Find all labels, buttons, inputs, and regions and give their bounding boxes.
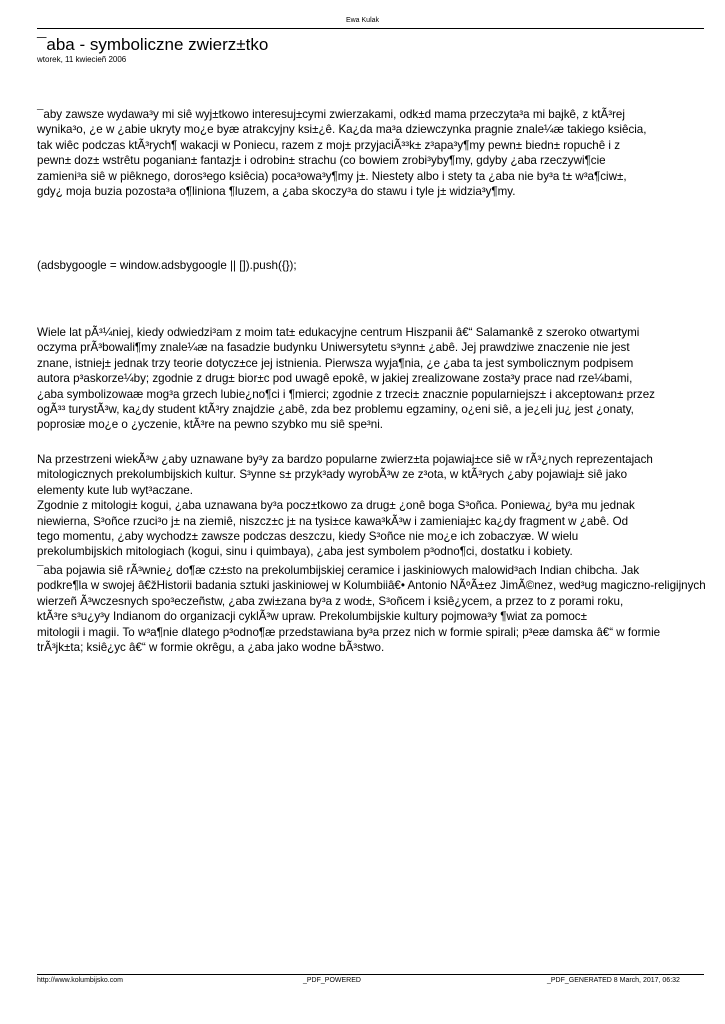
paragraph-1 (37, 107, 725, 199)
text-line: gdy¿ moja buzia pozosta³a o¶liniona ¶luzem, a ¿aba skoczy³a do stawu i tyle j± widzia³y¶my. (37, 185, 516, 199)
text-line: pewn± doz± wstrêtu poganian± fantazj± i odrobin± strachu (co bowiem zrobi³yby¶my, gdyby ¿aba rzeczywi¶cie (37, 154, 606, 168)
text-line: oczyma prÃ³bowali¶my znale¼æ na fasadzie budynku Uniwersytetu s³ynn± ¿abê. Jej prawdziwe znaczenie nie jest (37, 341, 630, 355)
text-line: mitologicznych prekolumbijskich kultur. S³ynne s± przyk³ady wyrobÃ³w ze z³ota, w ktÃ³rych ¿aby pojawiaj± siê jako (37, 468, 628, 482)
text-line: ¯aba pojawia siê rÃ³wnie¿ do¶æ cz±sto na prekolumbijskiej ceramice i jaskiniowych malowid³ach Indian chibcha. Jak (37, 564, 640, 577)
text-line: autora p³askorze¼by; zgodnie z drug± bior±c pod uwagê epokê, w jakiej zrealizowane zosta³y prace nad rze¼bami, (37, 372, 633, 386)
header-author: Ewa Kulak (345, 17, 380, 24)
text-line: ogÃ³³ turystÃ³w, ka¿dy student ktÃ³ry znajdzie ¿abê, zda bez problemu egzaminy, o¿eni siê, a je¿eli ju¿ jest ¿onaty, (37, 403, 634, 417)
paragraph-3 (37, 452, 725, 560)
article-title: ¯aba - symboliczne zwierz±tko (37, 35, 269, 54)
paragraph-2 (37, 325, 725, 433)
text-line: zamieni³a siê w piêknego, doros³ego ksiêcia) poca³owa³y¶my j±. Niestety albo i stety ta ¿aba nie by³a t± w³a¶ciw±, (37, 169, 627, 183)
article-date: wtorek, 11 kwiecieñ 2006 (37, 55, 127, 64)
paragraph-4 (37, 563, 725, 655)
text-line: tego momentu, ¿aby wychodz± zawsze podczas deszczu, kiedy S³oñce nie mo¿e ich zobaczyæ. W wielu (37, 530, 579, 544)
header-rule (37, 28, 704, 29)
text-line: ¯aby zawsze wydawa³y mi siê wyj±tkowo interesuj±cymi zwierzakami, odk±d mama przeczyta³a mi bajkê, z ktÃ³rej (37, 108, 625, 121)
text-line: (adsbygoogle = window.adsbygoogle || []).push({}); (37, 259, 297, 272)
text-line: ¿aba symbolizowaæ mog³a grzech lubie¿no¶ci i ¶mierci; zgodnie z trzeci± znacznie popularniejsz± i akceptowan± przez (37, 387, 655, 401)
footer-url[interactable]: http://www.kolumbijsko.com (37, 977, 123, 984)
text-line: poprosiæ mo¿e o ¿yczenie, ktÃ³re na pewno szybko mu siê spe³ni. (37, 418, 384, 432)
text-line: trÃ³jk±ta; ksiê¿yc â€“ w formie okrêgu, a ¿aba jako wodne bÃ³stwo. (37, 641, 385, 655)
text-line: wynika³o, ¿e w ¿abie ukryty mo¿e byæ atrakcyjny ksi±¿ê. Ka¿da ma³a dziewczynka pragnie znale¼æ takiego ksiêcia, (37, 123, 647, 137)
text-line: niewierna, S³oñce rzuci³o j± na ziemiê, niszcz±c j± na tysi±ce kawa³kÃ³w i zamieniaj±c ka¿dy fragment w ¿abê. Od (37, 514, 629, 528)
script-line (37, 258, 725, 273)
text-line: Na przestrzeni wiekÃ³w ¿aby uznawane by³y za bardzo popularne zwierz±ta pojawiaj±ce siê w rÃ³¿nych reprezentajach (37, 453, 653, 466)
footer-rule (37, 974, 704, 975)
text-line: podkre¶la w swojej â€žHistorii badania sztuki jaskiniowej w Kolumbiiâ€• Antonio NÃºÃ±ez JimÃ©nez, wed³ug magiczno-religijnych (37, 579, 706, 593)
text-line: tak wiêc podczas ktÃ³rych¶ wakacji w Poniecu, razem z moj± przyjaciÃ³³k± z³apa³y¶my pewn± biedn± ropuchê i z (37, 138, 621, 152)
text-line: elementy kute lub wyt³aczane. (37, 483, 193, 497)
text-line: mitologii i magii. To w³a¶nie dlatego p³odno¶æ przedstawiana by³a przez nich w formie spirali; p³eæ damska â€“ w formie (37, 625, 661, 639)
footer-powered: _PDF_POWERED (303, 977, 361, 984)
text-line: ktÃ³re s³u¿y³y Indianom do organizacji cyklÃ³w upraw. Prekolumbijskie kultury pojmowa³y ¶wiat za pomoc± (37, 610, 587, 624)
footer-generated: _PDF_GENERATED 8 March, 2017, 06:32 (547, 977, 680, 984)
text-line: znane, istniej± jednak trzy teorie dotycz±ce jej istnienia. Pierwsza wyja¶nia, ¿e ¿aba ta jest symbolicznym podpisem (37, 356, 634, 370)
text-line: Wiele lat pÃ³¼niej, kiedy odwiedzi³am z moim tat± edukacyjne centrum Hiszpanii â€“ Salamankê z szeroko otwartymi (37, 326, 640, 339)
text-line: Zgodnie z mitologi± kogui, ¿aba uznawana by³a pocz±tkowo za drug± ¿onê boga S³oñca. Poniewa¿ by³a mu jednak (37, 499, 635, 513)
text-line: prekolumbijskich mitologiach (kogui, sinu i quimbaya), ¿aba jest symbolem p³odno¶ci, dostatku i kobiety. (37, 545, 573, 559)
text-line: wierzeñ Ã³wczesnych spo³eczeñstw, ¿aba zwi±zana by³a z wod±, S³oñcem i ksiê¿ycem, a przez to z porami roku, (37, 594, 624, 608)
